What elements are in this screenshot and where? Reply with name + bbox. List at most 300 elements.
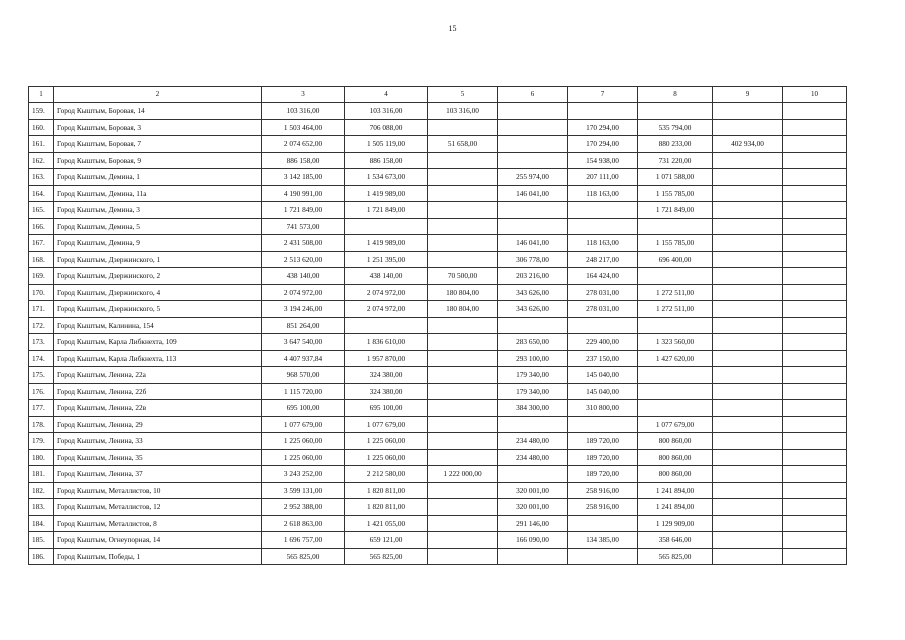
amount-cell	[428, 400, 498, 417]
address-cell: Город Кыштым, Калинина, 154	[54, 317, 262, 334]
amount-cell	[428, 350, 498, 367]
amount-cell: 3 647 540,00	[262, 334, 345, 351]
amount-cell	[783, 548, 847, 565]
amount-cell: 291 146,00	[498, 515, 568, 532]
address-cell: Город Кыштым, Ленина, 22б	[54, 383, 262, 400]
amount-cell: 1 323 560,00	[638, 334, 713, 351]
table-row	[29, 449, 847, 466]
amount-cell: 968 570,00	[262, 367, 345, 384]
amount-cell	[428, 449, 498, 466]
amount-cell: 310 800,00	[568, 400, 638, 417]
amount-cell: 1 251 395,00	[345, 251, 428, 268]
amount-cell	[713, 532, 783, 549]
amount-cell	[713, 218, 783, 235]
row-number: 160.	[29, 119, 54, 136]
amount-cell	[713, 416, 783, 433]
row-number: 159.	[29, 103, 54, 120]
amount-cell: 203 216,00	[498, 268, 568, 285]
amount-cell: 145 040,00	[568, 367, 638, 384]
header-cell: 8	[638, 87, 713, 103]
amount-cell	[783, 301, 847, 318]
header-cell: 6	[498, 87, 568, 103]
address-cell: Город Кыштым, Боровая, 9	[54, 152, 262, 169]
amount-cell: 402 934,00	[713, 136, 783, 153]
amount-cell	[783, 383, 847, 400]
address-cell: Город Кыштым, Карла Либкнехта, 113	[54, 350, 262, 367]
header-row	[29, 87, 847, 103]
address-cell: Город Кыштым, Огнеупорная, 14	[54, 532, 262, 549]
amount-cell	[713, 449, 783, 466]
row-number: 183.	[29, 499, 54, 516]
amount-cell	[428, 416, 498, 433]
row-number: 178.	[29, 416, 54, 433]
amount-cell	[428, 119, 498, 136]
amount-cell	[498, 119, 568, 136]
row-number: 182.	[29, 482, 54, 499]
amount-cell: 565 825,00	[345, 548, 428, 565]
amount-cell: 1 820 811,00	[345, 482, 428, 499]
address-cell: Город Кыштым, Дзержинского, 5	[54, 301, 262, 318]
amount-cell: 3 142 185,00	[262, 169, 345, 186]
row-number: 169.	[29, 268, 54, 285]
address-cell: Город Кыштым, Боровая, 3	[54, 119, 262, 136]
amount-cell: 2 074 972,00	[345, 284, 428, 301]
amount-cell: 207 111,00	[568, 169, 638, 186]
address-cell: Город Кыштым, Боровая, 14	[54, 103, 262, 120]
amount-cell	[498, 548, 568, 565]
header-cell: 9	[713, 87, 783, 103]
row-number: 171.	[29, 301, 54, 318]
amount-cell	[783, 449, 847, 466]
table-row	[29, 152, 847, 169]
header-cell: 7	[568, 87, 638, 103]
amount-cell	[713, 284, 783, 301]
amount-cell	[638, 103, 713, 120]
address-cell: Город Кыштым, Дзержинского, 1	[54, 251, 262, 268]
amount-cell: 51 658,00	[428, 136, 498, 153]
amount-cell: 1 077 679,00	[262, 416, 345, 433]
row-number: 181.	[29, 466, 54, 483]
amount-cell: 1 077 679,00	[638, 416, 713, 433]
amount-cell	[428, 499, 498, 516]
amount-cell	[783, 218, 847, 235]
amount-cell: 189 720,00	[568, 449, 638, 466]
amount-cell: 886 158,00	[262, 152, 345, 169]
amount-cell: 2 431 508,00	[262, 235, 345, 252]
amount-cell: 1 077 679,00	[345, 416, 428, 433]
amount-cell: 851 264,00	[262, 317, 345, 334]
amount-cell	[713, 119, 783, 136]
address-cell: Город Кыштым, Ленина, 29	[54, 416, 262, 433]
amount-cell: 3 243 252,00	[262, 466, 345, 483]
data-table	[28, 86, 847, 565]
amount-cell	[428, 235, 498, 252]
amount-cell	[713, 185, 783, 202]
amount-cell	[783, 103, 847, 120]
table-row	[29, 334, 847, 351]
row-number: 180.	[29, 449, 54, 466]
row-number: 176.	[29, 383, 54, 400]
row-number: 161.	[29, 136, 54, 153]
amount-cell: 1 957 870,00	[345, 350, 428, 367]
table-row	[29, 466, 847, 483]
amount-cell	[783, 119, 847, 136]
address-cell: Город Кыштым, Ленина, 35	[54, 449, 262, 466]
amount-cell: 103 316,00	[345, 103, 428, 120]
amount-cell	[428, 202, 498, 219]
amount-cell	[713, 152, 783, 169]
amount-cell: 695 100,00	[345, 400, 428, 417]
address-cell: Город Кыштым, Металлистов, 8	[54, 515, 262, 532]
amount-cell: 134 385,00	[568, 532, 638, 549]
table-row	[29, 416, 847, 433]
amount-cell: 258 916,00	[568, 482, 638, 499]
amount-cell	[428, 334, 498, 351]
amount-cell: 320 001,00	[498, 482, 568, 499]
amount-cell: 696 400,00	[638, 251, 713, 268]
amount-cell: 164 424,00	[568, 268, 638, 285]
amount-cell	[568, 317, 638, 334]
amount-cell	[783, 515, 847, 532]
table-row	[29, 548, 847, 565]
row-number: 167.	[29, 235, 54, 252]
amount-cell: 1 155 785,00	[638, 185, 713, 202]
amount-cell	[783, 284, 847, 301]
amount-cell: 2 212 580,00	[345, 466, 428, 483]
amount-cell: 1 534 673,00	[345, 169, 428, 186]
amount-cell: 146 041,00	[498, 235, 568, 252]
amount-cell: 283 650,00	[498, 334, 568, 351]
amount-cell	[783, 317, 847, 334]
address-cell: Город Кыштым, Демина, 1	[54, 169, 262, 186]
amount-cell: 343 626,00	[498, 284, 568, 301]
table-row	[29, 301, 847, 318]
address-cell: Город Кыштым, Ленина, 37	[54, 466, 262, 483]
address-cell: Город Кыштым, Металлистов, 12	[54, 499, 262, 516]
amount-cell	[638, 317, 713, 334]
amount-cell: 306 778,00	[498, 251, 568, 268]
amount-cell: 535 794,00	[638, 119, 713, 136]
row-number: 185.	[29, 532, 54, 549]
row-number: 164.	[29, 185, 54, 202]
amount-cell	[783, 169, 847, 186]
address-cell: Город Кыштым, Карла Либкнехта, 109	[54, 334, 262, 351]
amount-cell: 800 860,00	[638, 466, 713, 483]
row-number: 175.	[29, 367, 54, 384]
amount-cell: 180 804,00	[428, 301, 498, 318]
address-cell: Город Кыштым, Металлистов, 10	[54, 482, 262, 499]
amount-cell: 1 241 894,00	[638, 499, 713, 516]
amount-cell: 880 233,00	[638, 136, 713, 153]
amount-cell: 103 316,00	[428, 103, 498, 120]
amount-cell: 1 155 785,00	[638, 235, 713, 252]
address-cell: Город Кыштым, Демина, 3	[54, 202, 262, 219]
amount-cell: 180 804,00	[428, 284, 498, 301]
amount-cell	[783, 202, 847, 219]
amount-cell: 145 040,00	[568, 383, 638, 400]
amount-cell: 170 294,00	[568, 136, 638, 153]
amount-cell	[783, 416, 847, 433]
amount-cell: 4 190 991,00	[262, 185, 345, 202]
amount-cell	[498, 466, 568, 483]
header-cell: 10	[783, 87, 847, 103]
amount-cell	[428, 515, 498, 532]
row-number: 163.	[29, 169, 54, 186]
row-number: 172.	[29, 317, 54, 334]
amount-cell	[713, 548, 783, 565]
amount-cell: 1 241 894,00	[638, 482, 713, 499]
amount-cell: 70 500,00	[428, 268, 498, 285]
amount-cell	[498, 317, 568, 334]
amount-cell	[428, 169, 498, 186]
amount-cell	[428, 152, 498, 169]
amount-cell	[498, 103, 568, 120]
row-number: 170.	[29, 284, 54, 301]
row-number: 166.	[29, 218, 54, 235]
amount-cell: 1 721 849,00	[345, 202, 428, 219]
address-cell: Город Кыштым, Победы, 1	[54, 548, 262, 565]
amount-cell	[783, 466, 847, 483]
amount-cell: 358 646,00	[638, 532, 713, 549]
amount-cell: 258 916,00	[568, 499, 638, 516]
amount-cell: 324 380,00	[345, 367, 428, 384]
amount-cell: 565 825,00	[262, 548, 345, 565]
amount-cell	[428, 482, 498, 499]
header-cell: 4	[345, 87, 428, 103]
amount-cell	[428, 317, 498, 334]
amount-cell	[713, 499, 783, 516]
address-cell: Город Кыштым, Дзержинского, 4	[54, 284, 262, 301]
header-cell: 2	[54, 87, 262, 103]
amount-cell: 2 074 652,00	[262, 136, 345, 153]
amount-cell: 741 573,00	[262, 218, 345, 235]
address-cell: Город Кыштым, Ленина, 22в	[54, 400, 262, 417]
amount-cell: 320 001,00	[498, 499, 568, 516]
amount-cell	[568, 515, 638, 532]
amount-cell: 324 380,00	[345, 383, 428, 400]
amount-cell	[713, 301, 783, 318]
amount-cell	[783, 152, 847, 169]
header-cell: 5	[428, 87, 498, 103]
amount-cell	[783, 136, 847, 153]
page-number: 15	[448, 24, 457, 33]
amount-cell	[568, 202, 638, 219]
amount-cell: 1 836 610,00	[345, 334, 428, 351]
amount-cell	[713, 103, 783, 120]
amount-cell: 278 031,00	[568, 284, 638, 301]
amount-cell	[638, 367, 713, 384]
amount-cell: 154 938,00	[568, 152, 638, 169]
address-cell: Город Кыштым, Ленина, 33	[54, 433, 262, 450]
amount-cell	[428, 185, 498, 202]
amount-cell: 234 480,00	[498, 449, 568, 466]
amount-cell	[783, 334, 847, 351]
table-row	[29, 350, 847, 367]
amount-cell: 1 225 060,00	[262, 449, 345, 466]
amount-cell: 166 090,00	[498, 532, 568, 549]
amount-cell: 2 618 863,00	[262, 515, 345, 532]
amount-cell	[783, 400, 847, 417]
amount-cell: 1 721 849,00	[262, 202, 345, 219]
amount-cell: 1 129 909,00	[638, 515, 713, 532]
amount-cell: 179 340,00	[498, 367, 568, 384]
row-number: 179.	[29, 433, 54, 450]
row-number: 186.	[29, 548, 54, 565]
amount-cell	[713, 383, 783, 400]
table-row	[29, 383, 847, 400]
amount-cell: 1 272 511,00	[638, 301, 713, 318]
amount-cell	[783, 482, 847, 499]
table-row	[29, 136, 847, 153]
table-row	[29, 103, 847, 120]
amount-cell	[428, 532, 498, 549]
table-row	[29, 251, 847, 268]
amount-cell: 1 225 060,00	[262, 433, 345, 450]
table-row	[29, 515, 847, 532]
amount-cell: 1 272 511,00	[638, 284, 713, 301]
amount-cell: 293 100,00	[498, 350, 568, 367]
amount-cell: 695 100,00	[262, 400, 345, 417]
table-row	[29, 169, 847, 186]
table-row	[29, 268, 847, 285]
amount-cell	[713, 169, 783, 186]
amount-cell	[345, 218, 428, 235]
amount-cell	[428, 548, 498, 565]
amount-cell: 706 088,00	[345, 119, 428, 136]
amount-cell: 438 140,00	[345, 268, 428, 285]
amount-cell: 2 074 972,00	[262, 284, 345, 301]
amount-cell	[783, 185, 847, 202]
amount-cell: 1 115 720,00	[262, 383, 345, 400]
row-number: 184.	[29, 515, 54, 532]
amount-cell	[783, 499, 847, 516]
amount-cell	[713, 235, 783, 252]
amount-cell: 1 225 060,00	[345, 449, 428, 466]
amount-cell: 103 316,00	[262, 103, 345, 120]
row-number: 168.	[29, 251, 54, 268]
table-row	[29, 119, 847, 136]
table-row	[29, 482, 847, 499]
amount-cell	[498, 218, 568, 235]
amount-cell: 1 427 620,00	[638, 350, 713, 367]
amount-cell: 234 480,00	[498, 433, 568, 450]
amount-cell: 343 626,00	[498, 301, 568, 318]
table-row	[29, 400, 847, 417]
amount-cell: 659 121,00	[345, 532, 428, 549]
amount-cell: 2 074 972,00	[345, 301, 428, 318]
amount-cell	[783, 433, 847, 450]
address-cell: Город Кыштым, Демина, 9	[54, 235, 262, 252]
amount-cell: 1 071 588,00	[638, 169, 713, 186]
amount-cell	[428, 433, 498, 450]
row-number: 174.	[29, 350, 54, 367]
amount-cell	[498, 416, 568, 433]
table-row	[29, 433, 847, 450]
amount-cell: 1 696 757,00	[262, 532, 345, 549]
amount-cell	[428, 383, 498, 400]
amount-cell	[638, 400, 713, 417]
address-cell: Город Кыштым, Дзержинского, 2	[54, 268, 262, 285]
amount-cell	[713, 350, 783, 367]
amount-cell: 3 599 131,00	[262, 482, 345, 499]
amount-cell	[783, 235, 847, 252]
address-cell: Город Кыштым, Демина, 11а	[54, 185, 262, 202]
amount-cell	[428, 218, 498, 235]
row-number: 165.	[29, 202, 54, 219]
amount-cell	[783, 532, 847, 549]
amount-cell	[638, 218, 713, 235]
address-cell: Город Кыштым, Демина, 5	[54, 218, 262, 235]
amount-cell	[428, 367, 498, 384]
amount-cell: 1 419 989,00	[345, 235, 428, 252]
amount-cell	[783, 268, 847, 285]
table-row	[29, 202, 847, 219]
amount-cell	[713, 202, 783, 219]
amount-cell	[713, 433, 783, 450]
amount-cell	[713, 466, 783, 483]
amount-cell: 146 041,00	[498, 185, 568, 202]
amount-cell: 189 720,00	[568, 433, 638, 450]
amount-cell	[713, 515, 783, 532]
table-row	[29, 235, 847, 252]
address-cell: Город Кыштым, Ленина, 22а	[54, 367, 262, 384]
amount-cell	[713, 400, 783, 417]
row-number: 173.	[29, 334, 54, 351]
address-cell: Город Кыштым, Боровая, 7	[54, 136, 262, 153]
row-number: 177.	[29, 400, 54, 417]
amount-cell	[568, 416, 638, 433]
amount-cell	[638, 268, 713, 285]
table-row	[29, 185, 847, 202]
amount-cell: 1 503 464,00	[262, 119, 345, 136]
amount-cell	[713, 334, 783, 351]
amount-cell: 1 721 849,00	[638, 202, 713, 219]
amount-cell: 438 140,00	[262, 268, 345, 285]
amount-cell: 800 860,00	[638, 449, 713, 466]
amount-cell	[568, 548, 638, 565]
amount-cell	[498, 136, 568, 153]
amount-cell: 886 158,00	[345, 152, 428, 169]
amount-cell: 118 163,00	[568, 235, 638, 252]
table-body	[29, 87, 847, 565]
amount-cell	[345, 317, 428, 334]
table-row	[29, 218, 847, 235]
row-number: 162.	[29, 152, 54, 169]
amount-cell: 384 300,00	[498, 400, 568, 417]
amount-cell	[568, 103, 638, 120]
amount-cell: 1 820 811,00	[345, 499, 428, 516]
amount-cell: 229 400,00	[568, 334, 638, 351]
amount-cell	[783, 350, 847, 367]
amount-cell: 731 220,00	[638, 152, 713, 169]
amount-cell: 800 860,00	[638, 433, 713, 450]
amount-cell	[783, 367, 847, 384]
amount-cell	[713, 251, 783, 268]
amount-cell	[713, 367, 783, 384]
amount-cell: 4 407 937,84	[262, 350, 345, 367]
amount-cell: 1 505 119,00	[345, 136, 428, 153]
amount-cell: 118 163,00	[568, 185, 638, 202]
amount-cell: 1 421 055,00	[345, 515, 428, 532]
amount-cell	[498, 202, 568, 219]
amount-cell	[428, 251, 498, 268]
amount-cell: 237 150,00	[568, 350, 638, 367]
amount-cell: 1 225 060,00	[345, 433, 428, 450]
amount-cell	[498, 152, 568, 169]
amount-cell	[638, 383, 713, 400]
amount-cell: 3 194 246,00	[262, 301, 345, 318]
amount-cell: 278 031,00	[568, 301, 638, 318]
